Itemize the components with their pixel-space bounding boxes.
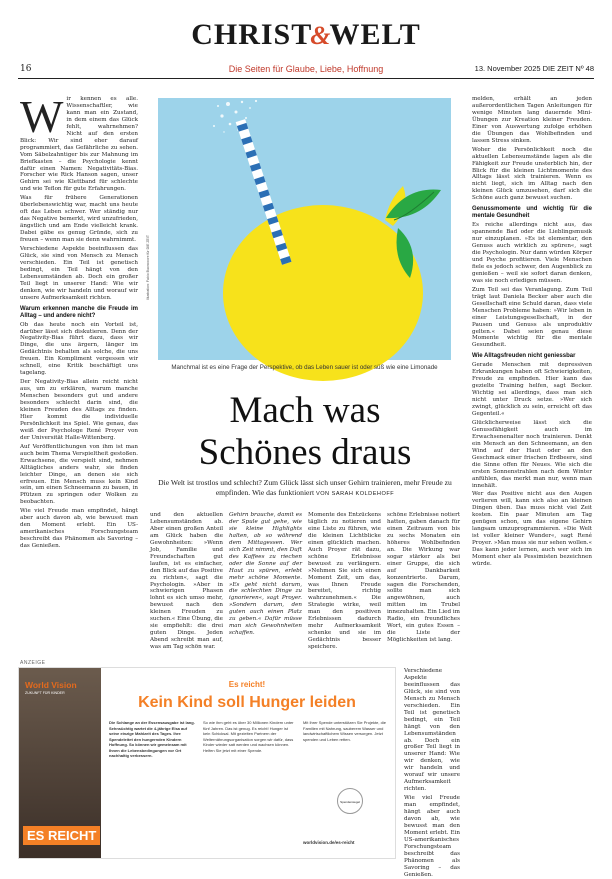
paragraph: schöne Erlebnisse notiert hatten, gaben danach für einen Zeitraum von bis zu sechs Monaten ein höheres Wohlbefinden an. Die Wirkung war sogar stärker als bei einer Gruppe, die sich auf Dankbarkeit konzentrierte. Darum, sagen die Forschenden, sollte man sich angewöhnen, auch mitten im Trubel innezuhalten. Ein Lied im Radio, ein freundliches Wort, ein gutes Essen – die Liste der Möglichkeiten ist lang. (387, 512, 460, 644)
paragraph: Verschiedene Aspekte beeinflussen das Glück, sie sind von Mensch zu Mensch verschieden. Ein Teil ist genetisch bedingt, ein Teil hängt von den Lebensumständen ab. Doch ein großer Teil liegt in unserer Hand: Wie wir denken, wie wir handeln und worauf wir unsere Aufmerksamkeit richten. (20, 246, 138, 301)
paragraph: Gerade Menschen mit depressiven Erkrankungen haben oft Schwierigkeiten, Freude zu empfinden. Hier kann das gezielte Training helfen, sagt Becker. Wichtig sei allerdings, dass man sich nicht unter Druck setze. »Wer sich zwingt, glücklich zu sein, erreicht oft das Gegenteil.« (472, 362, 592, 417)
ad-text: So wie ihm geht es über 30 Millionen Kindern unter fünf Jahren. Das ist genug. Es reicht! Hunger ist kein Schicksal. Mit gezielten Partnern der Welternährungsorganisation sorgen wir dafür, dass Kinder wieder satt werden und wachsen können. Helfen Sie jetzt mit einer Spende. (203, 720, 294, 753)
header-rule (18, 78, 594, 79)
dek-text: Die Welt ist trostlos und schlecht? Zum Glück lässt sich unser Gehirn trainieren, mehr Freude zu empfinden. Wie das funktioniert (158, 478, 452, 497)
right-column (472, 96, 592, 860)
paragraph: Wie viel Freude man empfindet, hängt aber auch davon ab, wie bewusst man den Moment erlebt. Ein US-amerikanisches Forschungsteam beschreibt das Phänomen als Savoring – das Genießen. (20, 508, 138, 550)
ad-label: ANZEIGE (20, 660, 46, 666)
illustration-credit: Illustration: Fabio Buonocore für DIE ZEIT (146, 235, 150, 300)
logo-right: WELT (329, 18, 421, 51)
ad-text: Mit Ihrer Spende unterstützen Sie Projekte, die Familien mit Nahrung, sauberem Wasser und landwirtschaftlichem Wissen versorgen. Jetzt spenden und Leben retten. (303, 720, 386, 742)
body-column (387, 512, 460, 660)
article-dek (150, 478, 460, 499)
article-headline (150, 390, 460, 474)
paragraph: Wie viel Freude man empfindet, hängt aber auch davon ab, wie bewusst man den Moment erlebt. Ein US-amerikanisches Forschungsteam beschreibt das Phänomen als Savoring – das Genießen. (404, 795, 460, 878)
paragraph: Glücklicherweise lässt sich die Genussfähigkeit auch im Erwachsenenalter noch trainieren. Denkt ein Mensch an den Schneemann, an den Wind auf der Haut oder an den Geschmack einer frischen Erdbeere, sind die Sinne offen für Neues. Wie sich die ersten Sonnenstrahlen nach dem Winter anfühlen, das merkt man nur, wenn man innehält. (472, 419, 592, 489)
headline-line: Schönes draus (198, 432, 412, 473)
byline: VON SARAH KOLDEHOFF (315, 491, 395, 497)
ad-brand-sub: ZUKUNFT FÜR KINDER (25, 691, 65, 695)
paragraph: Zum Teil sei das Veranlagung. Zum Teil trägt laut Daniela Becker aber auch die Gesellschaft eine Schuld daran, dass viele Menschen Probleme haben: »Wir leben in einer Leistungsgesellschaft, in der Pausen und Genuss als unproduktiv gelten.« Dabei seien genau diese Momente wichtig für die mentale Gesundheit. (472, 286, 592, 349)
logo-left: CHRIST (191, 18, 313, 51)
body-column (404, 668, 460, 878)
subheading: Genussmomente und wichtig für die mentale Gesundheit (472, 206, 592, 220)
paragraph: melden, erhält an jeden außerordentlichen Tagen Anleitungen für wenige Minuten lang dauernde Mini-Übungen zur Kreation kleiner Freuden. Einer von Auswertung zufolge erhöhen die Übungen das Wohlbefinden und lassen Stress sinken. (472, 96, 592, 144)
headline-line: Mach was (229, 390, 381, 431)
paragraph: Gehirn brauche, damit es der Spule gut gehe, wie sie kleine Highlights halten, ab so während dem Mittagessen. Wer sich Zeit nimmt, den Duft des Kaffees zu riechen oder die Sonne auf der Haut zu spüren, erlebt mehr schöne Momente. »Es geht nicht darum, die schlechten Dinge zu ignorieren«, sagt Proyer. »Sondern darum, den guten auch einen Platz zu geben.« Dafür müsse man sich Gewohnheiten schaffen. (229, 512, 302, 637)
issue-dateline: 13. November 2025 DIE ZEIT Nº 48 (474, 64, 594, 73)
subheading: Wie Alltagsfreuden nicht geniessbar (472, 353, 576, 360)
lemon-illustration (158, 98, 451, 360)
paragraph: Verschiedene Aspekte beeinflussen das Glück, sie sind von Mensch zu Mensch verschieden. Ein Teil ist genetisch bedingt, ein Teil hängt von den Lebensumständen ab. Doch ein großer Teil liegt in unserer Hand: Wie wir denken, wie wir handeln und worauf wir unsere Aufmerksamkeit richten. (404, 668, 460, 793)
lemon-body (223, 205, 423, 381)
ad-brand: World Vision (25, 680, 77, 690)
paragraph: Wer das Positive nicht aus den Augen verlieren will, kann sich also an kleinen Dingen üben. Das muss nicht viel Zeit kosten. Ein paar Minuten am Tag genügen schon, um das eigene Gehirn langsam umzuprogrammieren. »Die Welt ist voller kleiner Wunder«, sagt René Proyer. »Man muss sie nur sehen wollen.« Das kann jeder lernen, auch wer sich im Moment eher als Pessimisten bezeichnen würde. (472, 491, 592, 567)
body-column (308, 512, 381, 660)
body-column (150, 512, 223, 660)
section-tagline: Die Seiten für Glaube, Liebe, Hoffnung (228, 64, 384, 74)
paragraph: Woher die Persönlichkeit noch die aktuellen Lebensumstände lagen als die Fähigkeit zur Freude unsterblich hin, der Blick für die kleinen Lichtmomente des Alltags lässt sich trainieren. Wenn es nicht liegt, sich im Alltag nach den kleinen Glück umzusehen, darf sich die Schöne auch ganz bewusst suchen. (472, 146, 592, 202)
body-column (229, 512, 302, 660)
masthead (0, 0, 612, 82)
lemon-straw-graphic (158, 98, 451, 360)
paragraph: Der Negativity-Bias allein reicht nicht aus, um zu erklären, warum manche Menschen besonders gut und andere besonders schlecht darin sind, die kleinen Freuden des Alltags zu finden. Hier kommt die individuelle Persönlichkeit ins Spiel. Wie genau, das weiß der Psychologe René Proyer von der Universität Halle-Wittenberg. (20, 379, 138, 441)
advertisement[interactable] (18, 667, 396, 859)
image-caption: Manchmal ist es eine Frage der Perspektive, ob das Leben sauer ist oder süß wie eine Limonade (171, 364, 438, 371)
left-column (20, 91, 138, 654)
donation-seal-icon: Spendensiegel (337, 788, 363, 814)
paragraph: ir kennen es alle. Wissenschaftler, wie kann man ein Zustand, in dem einem das Glück fehlt, wahrnehmen? Nicht auf den ersten Blick: Wir sind eher darauf programmiert, das Gefährliche zu sehen. Vom Säbelzahntiger bis zur Mahnung im Briefkasten – die Psychologie kennt dafür einen Namen: Negativitäts-Bias. Forscher wie Rick Hanson sagen, unser Gehirn sei wie Klettband für schlechte und wie Teflon für gute Erfahrungen. (20, 96, 138, 193)
paragraph: Ob das heute noch ein Vorteil ist, darüber lässt sich diskutieren. Denn der Negativity-Bias führt dazu, dass wir Dinge, die uns ärgern, länger im Gedächtnis behalten als solche, die uns freuen. Ein Kompliment vergessen wir schnell, eine Kritik beschäftigt uns tagelang. (20, 321, 138, 377)
paragraph: und den aktuellen Lebensumständen ab. Aber einen großen Anteil am Glück haben die Gewohnheiten: »Wenn Job, Familie und Freundschaften gut laufen, ist es einfacher, den Blick auf das Positive zu richten«, sagt die Psychologin. »Aber in schwierigen Phasen lohnt es sich umso mehr, bewusst nach den kleinen Freuden zu suchen.« Eine Übung, die sie empfiehlt: die drei guten Dinge. Jeden Abend schreibt man auf, was am Tag schön war. (150, 512, 223, 651)
paragraph: Es reiche allerdings nicht aus, das spannende Bad oder die Lieblingsmusik nur einzuplanen. »Es ist elementar, den Genuss auch wirklich zu spüren«, sagt die Psychologin. Nur dann würden Körper und Psyche profitieren. Viele Menschen fiele es jedoch schwer, den Augenblick zu genießen – weil sie sofort daran denken, was sie noch erledigen müssen. (472, 222, 592, 284)
ad-headline: Kein Kind soll Hunger leiden (138, 694, 356, 711)
page-number: 16 (20, 64, 32, 74)
subheading: Warum erkennen manche die Freude im Alltag – und andere nicht? (20, 305, 138, 319)
paragraph: Was für frühere Generationen überlebenswichtig war, macht uns heute oft das Leben schwer. Wer ständig nur das Negative bemerkt, wird unzufrieden, ängstlich und am Ende vielleicht krank. Dabei gäbe es genug Gründe, sich zu freuen – wenn man sie denn wahrnimmt. (20, 195, 138, 244)
paragraph: Momente des Entzückens täglich zu notieren und eine Liste zu führen, wie die kleinen Lichtblicke einen glücklich machen. Auch Proyer rät dazu, schöne Erlebnisse bewusst zu verlängern. »Nehmen Sie sich einen Moment Zeit, um das, was Ihnen Freude bereitet, richtig wahrzunehmen.« Die Strategie wirke, weil man den positiven Erlebnissen dadurch mehr Aufmerksamkeit schenke und sie im Gedächtnis besser speichere. (308, 512, 381, 651)
section-logo (0, 18, 612, 52)
drop-cap: W (20, 91, 64, 142)
ad-badge: ES REICHT (23, 826, 100, 845)
logo-ampersand: & (310, 21, 332, 50)
ad-link[interactable]: worldvision.de/es-reicht (303, 840, 355, 845)
ad-kicker: Es reicht! (228, 680, 266, 689)
ad-text: Die Schlange an der Essensausgabe ist lang. Sehnsüchtig wartet die 4-jährige Elsa auf seine einzige Mahlzeit des Tages. Ihre Spendeleitet den hungernden Kindern Hoffnung. So können wir gemeinsam mit Ihnen die Lebensbedingungen vor Ort nachhaltig verbessern. (109, 720, 195, 758)
paragraph: Auf Veröffentlichungen von ihm ist man auch beim Thema Verspieltheit gestoßen. Erwachsene, die verspielt sind, nehmen Alltägliches anders wahr, sie finden leichter Dinge, an denen sie sich erfreuen. Ein Mensch muss kein Kind sein, um einen Schneemann zu bauen, in Pfützen zu springen oder Wolken zu beobachten. (20, 443, 138, 506)
